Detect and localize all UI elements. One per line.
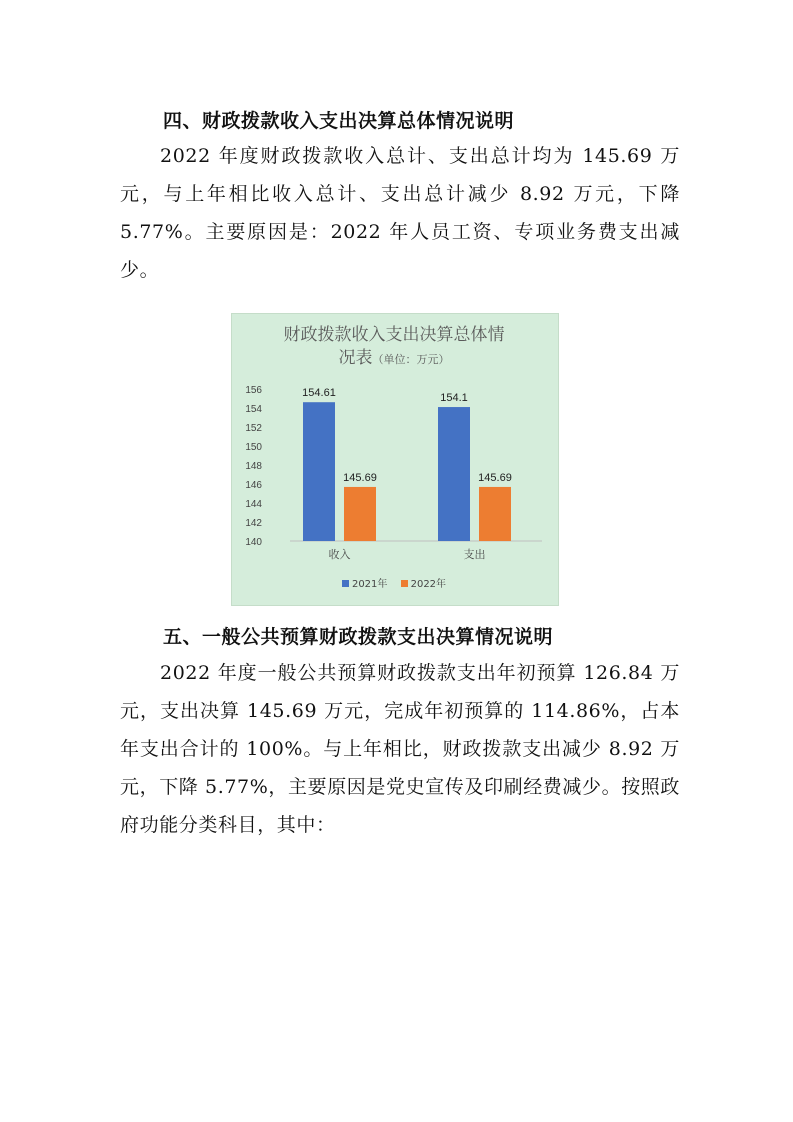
x-category-label: 支出 [463,548,486,561]
bar-2021 [303,402,335,541]
y-tick-label: 156 [245,385,262,396]
chart-title-unit: （单位：万元） [372,353,450,366]
legend-label-2021: 2021年 [351,579,388,590]
chart-legend [231,575,557,590]
legend-swatch-2021 [342,580,349,587]
section-5-paragraph: 2022 年度一般公共预算财政拨款支出年初预算 126.84 万元，支出决算 145.69 万元，完成年初预算的 114.86%，占本年支出合计的 100%。与上年相比，财政拨款支出减少 8.92 万元，下降 5.77%，主要原因是党史宣传及印刷经费减少。按照政府功能分类科目，其中： [120,662,680,836]
data-label: 145.69 [478,471,512,484]
y-tick-label: 154 [245,404,262,415]
legend-swatch-2022 [401,580,408,587]
x-category-label: 收入 [328,548,351,561]
data-label: 145.69 [343,471,377,484]
legend-label-2022: 2022年 [410,579,447,590]
bar-2022 [344,487,376,541]
chart-title-line2-text: 况表 [338,348,373,368]
legend-item-2022 [401,579,446,590]
bar-2021 [438,407,470,541]
y-tick-label: 148 [245,461,262,472]
y-tick-label: 152 [245,423,262,434]
section-4-paragraph: 2022 年度财政拨款收入总计、支出总计均为 145.69 万元，与上年相比收入总计、支出总计减少 8.92 万元，下降 5.77%。主要原因是：2022 年人员工资、专项业务费支出减少。 [120,145,680,281]
section-5-heading: 五、一般公共预算财政拨款支出决算情况说明 [163,626,554,648]
y-tick-label: 140 [245,537,262,548]
legend-item-2021 [342,579,387,590]
y-tick-label: 146 [245,480,262,491]
y-tick-label: 144 [245,499,262,510]
y-tick-label: 142 [245,518,262,529]
data-label: 154.1 [440,392,468,405]
data-label: 154.61 [302,387,336,400]
chart-title-line2 [231,347,557,371]
section-4-heading: 四、财政拨款收入支出决算总体情况说明 [163,110,515,132]
y-tick-label: 150 [245,442,262,453]
bar-2022 [479,487,511,541]
chart-title-line1: 财政拨款收入支出决算总体情 [283,325,505,345]
